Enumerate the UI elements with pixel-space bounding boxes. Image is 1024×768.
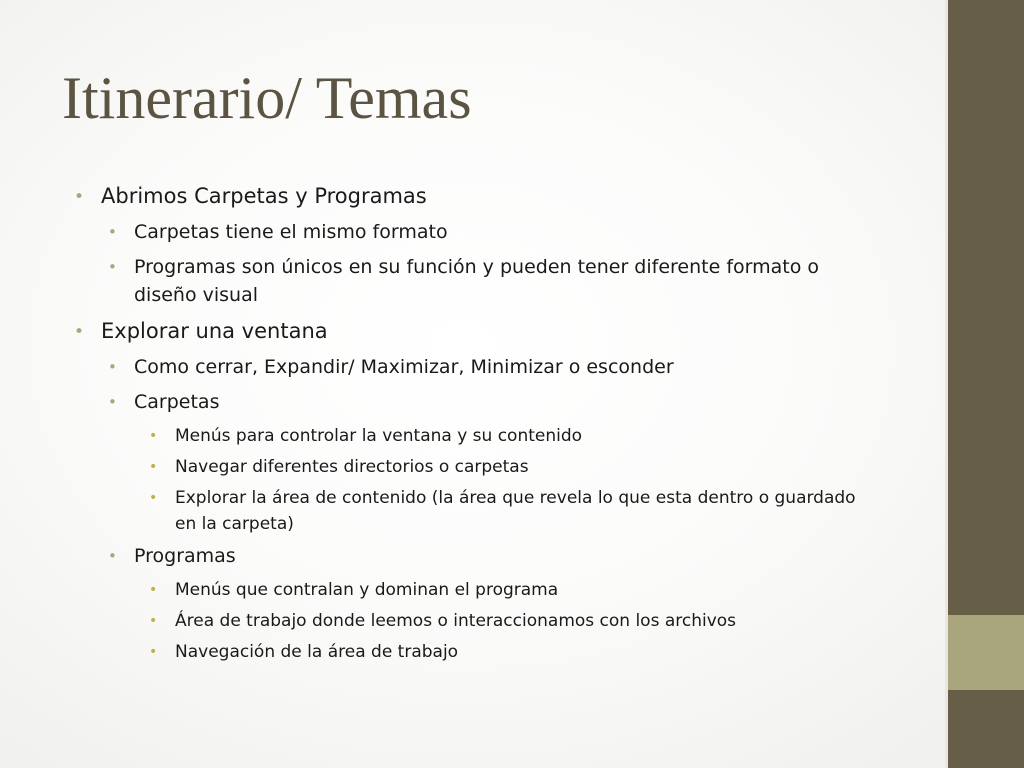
bullet-icon: • xyxy=(74,322,85,342)
bullet-icon: • xyxy=(149,428,158,444)
bullet-icon: • xyxy=(149,459,158,475)
bullet-text: Área de trabajo donde leemos o interaccionamos con los archivos xyxy=(175,611,737,631)
bullet-item-level2 xyxy=(106,388,872,416)
bullet-text: Como cerrar, Expandir/ Maximizar, Minimizar o esconder xyxy=(134,356,674,378)
bullet-item-level2 xyxy=(106,218,872,246)
bullet-icon: • xyxy=(108,223,117,241)
bullet-text: Programas xyxy=(134,545,236,567)
bullet-icon: • xyxy=(108,258,117,276)
bullet-item-level3 xyxy=(146,485,872,537)
bullet-item-level3 xyxy=(146,454,872,480)
side-bar-accent xyxy=(948,615,1024,690)
bullet-item-level1 xyxy=(72,316,872,346)
bullet-icon: • xyxy=(108,358,117,376)
bullet-icon: • xyxy=(74,187,85,207)
bullet-text: Menús para controlar la ventana y su contenido xyxy=(175,426,583,446)
bullet-item-level3 xyxy=(146,577,872,603)
bullet-icon: • xyxy=(149,490,158,506)
bullet-item-level2 xyxy=(106,353,872,381)
bullet-list xyxy=(72,181,872,670)
bullet-text: Abrimos Carpetas y Programas xyxy=(101,184,427,208)
bullet-item-level3 xyxy=(146,608,872,634)
bullet-text: Programas son únicos en su función y pueden tener diferente formato o diseño visual xyxy=(134,256,820,306)
bullet-text: Carpetas tiene el mismo formato xyxy=(134,221,448,243)
bullet-text: Navegar diferentes directorios o carpetas xyxy=(175,457,529,477)
bullet-text: Carpetas xyxy=(134,391,220,413)
bullet-text: Explorar la área de contenido (la área que revela lo que esta dentro o guardado en la carpeta) xyxy=(175,488,856,534)
bullet-icon: • xyxy=(108,393,117,411)
bullet-text: Menús que contralan y dominan el programa xyxy=(175,580,559,600)
bullet-text: Navegación de la área de trabajo xyxy=(175,642,459,662)
bullet-icon: • xyxy=(108,547,117,565)
bullet-item-level2 xyxy=(106,542,872,570)
bullet-icon: • xyxy=(149,582,158,598)
slide-title: Itinerario/ Temas xyxy=(62,65,472,131)
bullet-item-level3 xyxy=(146,639,872,665)
bullet-item-level3 xyxy=(146,423,872,449)
bullet-icon: • xyxy=(149,644,158,660)
bullet-text: Explorar una ventana xyxy=(101,319,328,343)
bullet-icon: • xyxy=(149,613,158,629)
bullet-item-level1 xyxy=(72,181,872,211)
bullet-item-level2 xyxy=(106,253,872,309)
